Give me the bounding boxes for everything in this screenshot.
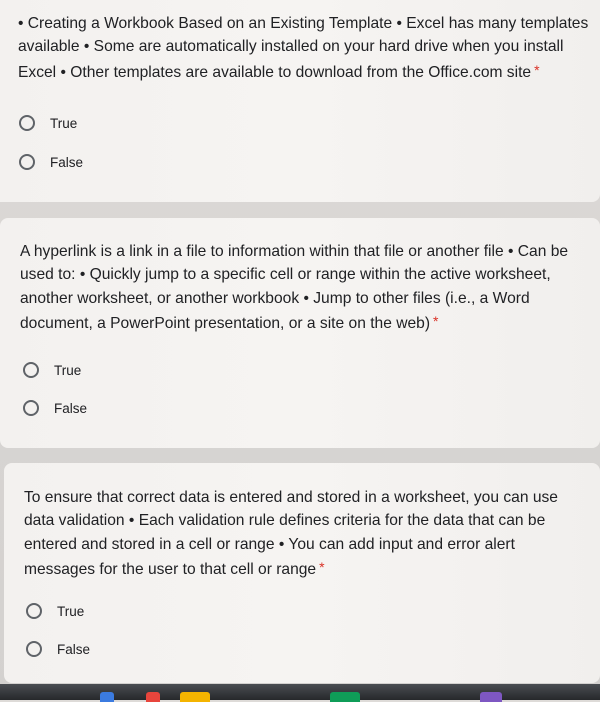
required-asterisk: * [319, 558, 325, 575]
dock-app-icon[interactable] [100, 692, 114, 702]
dock-app-icon[interactable] [480, 692, 502, 702]
question-card-2 [0, 218, 600, 448]
dock-app-icon[interactable] [330, 692, 360, 702]
question-text-body: A hyperlink is a link in a file to information within that file or another file • Can be used to: • Quickly jump to a specific cell or range within the active worksheet, another worksheet, or another workbook • Jump to other files (i.e., a Word document, a PowerPoint presentation, or a site on the web) [20, 243, 569, 332]
option-true[interactable] [23, 362, 81, 378]
question-text-body: • Creating a Workbook Based on an Existing Template • Excel has many templates available • Some are automatically installed on your hard drive when you install Excel • Other templates are available to download from the Office.com site [18, 15, 589, 81]
question-card-1 [0, 0, 600, 202]
option-false[interactable] [23, 400, 87, 416]
question-text [18, 12, 593, 84]
option-label: False [50, 154, 84, 170]
option-label: True [57, 603, 85, 619]
option-label: True [54, 362, 82, 378]
radio-unchecked-icon[interactable] [26, 641, 42, 657]
option-false[interactable] [19, 154, 83, 170]
dock-app-icon[interactable] [180, 692, 210, 702]
radio-unchecked-icon[interactable] [26, 603, 42, 619]
question-text-body: To ensure that correct data is entered and stored in a worksheet, you can use data validation • Each validation rule defines criteria for the data that can be entered and stored in a cell or range • You can add input and error alert messages for the user to that cell or range [24, 489, 558, 578]
radio-unchecked-icon[interactable] [19, 154, 35, 170]
question-text [24, 486, 584, 581]
dock-bar [0, 684, 600, 700]
option-label: False [54, 400, 88, 416]
option-label: False [57, 641, 91, 657]
question-card-3 [4, 463, 600, 683]
question-text [20, 240, 590, 335]
required-asterisk: * [433, 312, 439, 329]
dock-app-icon[interactable] [146, 692, 160, 702]
option-true[interactable] [19, 115, 77, 131]
option-label: True [50, 115, 78, 131]
option-false[interactable] [26, 641, 90, 657]
radio-unchecked-icon[interactable] [19, 115, 35, 131]
radio-unchecked-icon[interactable] [23, 362, 39, 378]
radio-unchecked-icon[interactable] [23, 400, 39, 416]
required-asterisk: * [534, 61, 540, 78]
option-true[interactable] [26, 603, 84, 619]
